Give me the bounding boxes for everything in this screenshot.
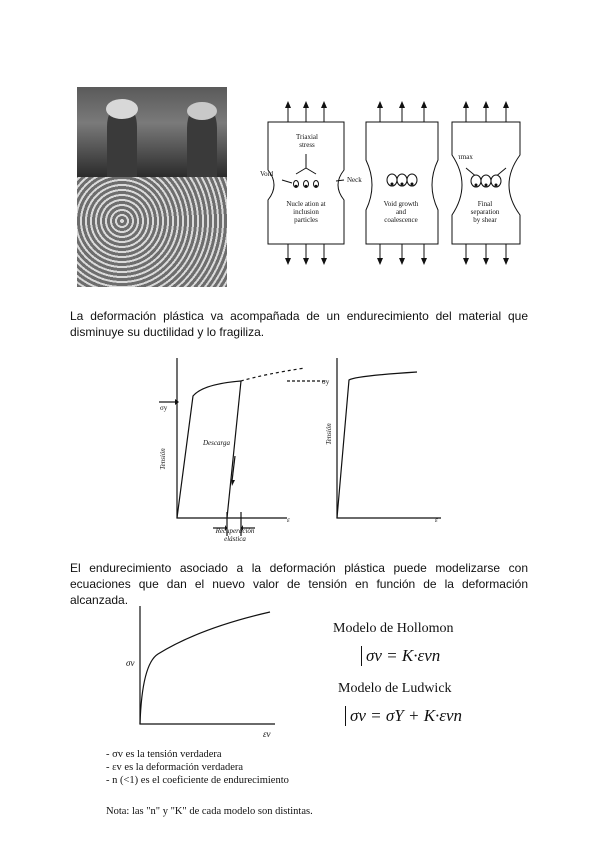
paragraph-2: El endurecimiento asociado a la deformación plástica puede modelizarse con ecuaciones que dan el nuevo valor de tensión en función de la deformación alcanzada. [70,561,528,607]
right-curve [337,372,417,518]
unload-reload-line [227,381,241,518]
recovery-label-1: Recuperación [215,527,255,535]
fracture-specimen-photo [77,87,227,177]
hardening-curve [140,612,270,724]
void-label: Void [260,170,274,178]
paragraph-1: La deformación plástica va acompañada de un endurecimiento del material que disminuye su ductilidad y lo fragiliza. [70,309,528,339]
stress-strain-diagram [155,356,455,546]
ludwick-formula: σv = σY + K·εvn [345,706,462,726]
recovery-label-2: elástica [224,535,246,543]
fracture-surface-micrograph [77,177,227,287]
stage2-caption-2: and [395,208,407,216]
stage2-caption-1: Void growth [383,200,419,208]
hardening-x-label: εv [263,729,271,739]
loading-curve [177,381,241,518]
y-axis-label-right: Tensión [324,423,333,445]
hollomon-title: Modelo de Hollomon [333,621,454,636]
stage3-caption-3: by shear [473,216,497,224]
stage1-caption-3: particles [294,216,318,224]
definition-sigma: - σv es la tensión verdadera [106,749,222,760]
stage2-caption-3: coalescence [384,216,418,224]
triaxial-label-2: stress [299,141,315,149]
x-axis-label-right: ε [435,516,438,524]
stage3-caption-1: Final [477,200,493,208]
hardening-axes [140,606,275,724]
voids [294,174,502,188]
x-axis-label-left: ε [287,516,290,524]
tau-max-label: τmax [458,153,473,161]
stage1-caption-1: Nucle ation at [286,200,326,208]
ductile-fracture-diagram [258,100,530,270]
sigma-y-left: σy [160,404,168,412]
triaxial-label-1: Triaxial [296,133,318,141]
extrapolated-curve [241,368,305,381]
stage3-caption-2: separation [470,208,500,216]
right-axes [337,358,441,518]
hollomon-formula: σv = K·εvn [361,646,440,666]
unload-label: Descarga [203,439,230,447]
sigma-y-right: σy [322,378,330,386]
neck-label: Neck [347,176,362,184]
hardening-curve-chart [130,604,280,734]
hardening-y-label: σv [126,658,135,668]
stage1-caption-2: inclusion [293,208,319,216]
specimen-drawing [77,87,227,177]
y-axis-label-left: Tensión [158,448,167,470]
note: Nota: las "n" y "K" de cada modelo son distintas. [106,806,313,817]
definition-epsilon: - εv es la deformación verdadera [106,762,244,773]
ludwick-title: Modelo de Ludwick [338,681,452,696]
definition-n: - n (<1) es el coeficiente de endurecimiento [106,775,289,786]
